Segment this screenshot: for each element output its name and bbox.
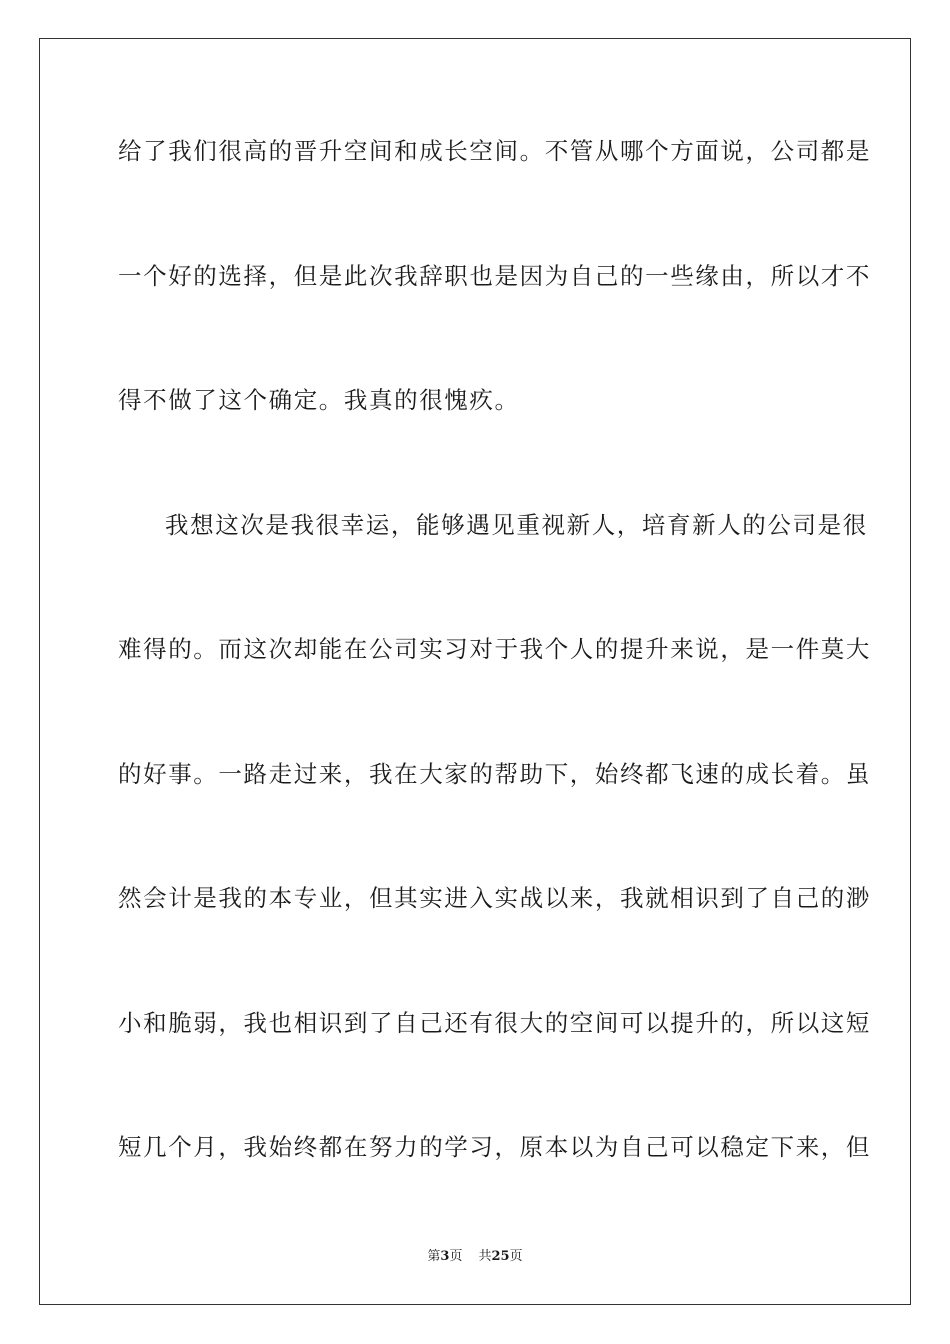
body-line-5: 难得的。而这次却能在公司实习对于我个人的提升来说，是一件莫大 <box>118 635 871 663</box>
body-line-2: 一个好的选择，但是此次我辞职也是因为自己的一些缘由，所以才不 <box>118 262 871 290</box>
total-prefix: 共 <box>478 1249 492 1264</box>
page-border <box>39 38 911 1305</box>
body-line-3: 得不做了这个确定。我真的很愧疚。 <box>118 386 520 414</box>
body-line-6: 的好事。一路走过来，我在大家的帮助下，始终都飞速的成长着。虽 <box>118 760 871 788</box>
total-pages: 25 <box>491 1249 510 1264</box>
body-line-9: 短几个月，我始终都在努力的学习，原本以为自己可以稳定下来，但 <box>118 1133 871 1161</box>
page-number: 3 <box>440 1249 450 1264</box>
page-footer <box>0 1248 950 1266</box>
page-prefix: 第 <box>427 1249 441 1264</box>
page-suffix: 页 <box>449 1249 463 1264</box>
body-line-8: 小和脆弱，我也相识到了自己还有很大的空间可以提升的，所以这短 <box>118 1009 871 1037</box>
body-line-7: 然会计是我的本专业，但其实进入实战以来，我就相识到了自己的渺 <box>118 884 871 912</box>
body-line-1: 给了我们很高的晋升空间和成长空间。不管从哪个方面说，公司都是 <box>118 137 871 165</box>
total-suffix: 页 <box>509 1249 523 1264</box>
body-line-4: 我想这次是我很幸运，能够遇见重视新人，培育新人的公司是很 <box>165 511 868 539</box>
